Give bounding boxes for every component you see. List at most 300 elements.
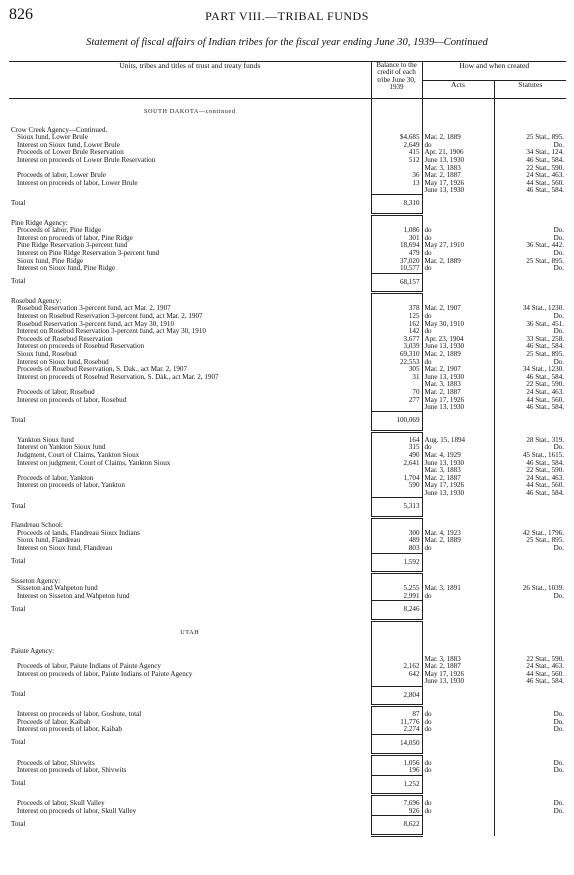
statutes-cell-text: 24 Stat., 463. xyxy=(526,172,565,180)
balance-cell xyxy=(371,643,422,656)
balance-cell-text: 926 xyxy=(408,807,420,815)
balance-cell xyxy=(371,760,422,768)
balance-cell-text: 2,162 xyxy=(403,663,420,671)
acts-cell xyxy=(422,620,494,643)
table-row xyxy=(9,482,566,490)
acts-cell-text: June 13, 1930 xyxy=(424,678,465,686)
fund-title-cell xyxy=(9,593,371,601)
page-number: 826 xyxy=(9,6,33,23)
table-row xyxy=(9,351,566,359)
fund-title-cell-text: Proceeds of labor, Kaibab xyxy=(17,718,91,726)
balance-cell-text: 2,641 xyxy=(403,459,420,467)
statutes-cell-text: 36 Stat., 442. xyxy=(526,242,565,250)
balance-cell xyxy=(371,467,422,475)
acts-cell xyxy=(422,711,494,719)
fund-title-cell-text: Interest on Sioux fund, Rosebud xyxy=(17,358,109,366)
statutes-cell-text: 46 Stat., 584. xyxy=(526,459,565,467)
balance-cell xyxy=(371,328,422,336)
statutes-cell xyxy=(494,273,566,293)
fund-title-cell-text: Proceeds of lands, Flandreau Sioux Indians xyxy=(17,529,140,537)
total-label-cell-text: Total xyxy=(11,198,26,207)
acts-cell-text: Mar. 2, 1889 xyxy=(424,257,461,265)
statutes-cell-text: 24 Stat., 463. xyxy=(526,474,565,482)
statutes-cell-text: 46 Stat., 584. xyxy=(526,156,565,164)
statutes-cell-text: Do. xyxy=(553,312,565,320)
statutes-cell-text: 26 Stat., 1039. xyxy=(522,585,565,593)
balance-cell-text: 1,086 xyxy=(403,227,420,235)
balance-cell-text: 8,310 xyxy=(403,199,420,208)
statutes-cell xyxy=(494,530,566,538)
statutes-cell xyxy=(494,734,566,754)
acts-cell xyxy=(422,265,494,273)
acts-cell xyxy=(422,122,494,135)
balance-cell-text: 8,622 xyxy=(403,820,420,829)
fund-title-cell-text: Interest on Rosebud Reservation 3-percent fund, act May 30, 1910 xyxy=(17,328,206,336)
fund-title-cell-text: Interest on Sioux fund, Flandreau xyxy=(17,544,113,552)
statutes-cell xyxy=(494,404,566,412)
fund-title-cell xyxy=(9,800,371,808)
acts-cell xyxy=(422,671,494,679)
table-row xyxy=(9,235,566,243)
balance-cell-text: 10,577 xyxy=(399,265,420,273)
fund-title-cell xyxy=(9,719,371,727)
acts-cell xyxy=(422,195,494,215)
statutes-cell xyxy=(494,643,566,656)
balance-cell xyxy=(371,321,422,329)
fund-title-cell xyxy=(9,165,371,173)
agency-heading-row xyxy=(9,293,566,306)
acts-cell xyxy=(422,537,494,545)
acts-cell xyxy=(422,734,494,754)
table-row xyxy=(9,187,566,195)
balance-cell xyxy=(371,460,422,468)
balance-cell xyxy=(371,258,422,266)
fund-title-cell-text: Judgment, Court of Claims, Yankton Sioux xyxy=(17,451,140,459)
table-row xyxy=(9,343,566,351)
balance-cell xyxy=(371,412,422,432)
balance-cell xyxy=(371,180,422,188)
statutes-cell-text: Do. xyxy=(553,544,565,552)
balance-cell xyxy=(371,537,422,545)
fund-title-cell-text: Proceeds of labor, Skull Valley xyxy=(17,800,105,808)
fund-title-cell xyxy=(9,475,371,483)
acts-cell xyxy=(422,180,494,188)
fund-title-cell-text: Interest on proceeds of labor, Rosebud xyxy=(17,396,127,404)
acts-cell xyxy=(422,404,494,412)
statutes-cell xyxy=(494,321,566,329)
statutes-cell xyxy=(494,195,566,215)
table-row xyxy=(9,656,566,664)
balance-cell xyxy=(371,475,422,483)
fund-title-cell xyxy=(9,374,371,382)
statutes-cell-text: 34 Stat., 124. xyxy=(526,149,565,157)
acts-cell xyxy=(422,800,494,808)
acts-cell xyxy=(422,460,494,468)
balance-cell-text: 162 xyxy=(408,320,420,328)
acts-cell-text: Mar. 2, 1887 xyxy=(424,474,461,482)
total-row xyxy=(9,686,566,706)
fund-title-cell-text: Proceeds of labor, Pine Ridge xyxy=(17,227,102,235)
acts-cell-text: Mar. 2, 1887 xyxy=(424,172,461,180)
table-row xyxy=(9,389,566,397)
balance-cell xyxy=(371,656,422,664)
fund-title-cell xyxy=(9,726,371,734)
acts-cell xyxy=(422,663,494,671)
fund-title-cell xyxy=(9,767,371,775)
acts-cell xyxy=(422,573,494,586)
total-label-cell-text: Total xyxy=(11,557,26,565)
section-title-cell xyxy=(9,620,371,643)
total-label-cell-text: Total xyxy=(11,690,26,699)
fund-title-cell-text: Interest on proceeds of labor, Paiute Indians of Paiute Agency xyxy=(17,670,193,678)
statutes-cell-text: Do. xyxy=(553,759,565,767)
statutes-cell-text: 28 Stat., 319. xyxy=(526,436,565,444)
agency-name-cell xyxy=(9,573,371,586)
table-row xyxy=(9,397,566,405)
statutes-cell-text: Do. xyxy=(553,726,565,734)
table-row xyxy=(9,305,566,313)
fund-title-cell xyxy=(9,313,371,321)
table-row xyxy=(9,490,566,498)
fund-title-cell-text: Proceeds of Rosebud Reservation xyxy=(17,335,113,343)
total-row xyxy=(9,273,566,293)
acts-cell xyxy=(422,172,494,180)
table-row xyxy=(9,180,566,188)
acts-cell-text: do xyxy=(424,249,432,257)
acts-cell xyxy=(422,452,494,460)
fund-title-cell xyxy=(9,366,371,374)
table-row xyxy=(9,808,566,816)
acts-cell xyxy=(422,215,494,228)
state-section-row xyxy=(9,620,566,643)
acts-cell xyxy=(422,165,494,173)
balance-cell xyxy=(371,620,422,643)
acts-cell-text: do xyxy=(424,328,432,336)
balance-cell xyxy=(371,227,422,235)
fund-title-cell-text: Interest on proceeds of labor, Goshute, total xyxy=(17,711,142,719)
total-row xyxy=(9,412,566,432)
acts-cell xyxy=(422,585,494,593)
total-label-cell xyxy=(9,601,371,621)
acts-cell xyxy=(422,719,494,727)
acts-cell xyxy=(422,760,494,768)
fund-title-cell-text: Sioux fund, Pine Ridge xyxy=(17,257,84,265)
agency-name-cell-text: Crow Creek Agency—Continued. xyxy=(11,125,108,134)
statutes-cell-text: Do. xyxy=(553,265,565,273)
statutes-cell xyxy=(494,573,566,586)
fund-title-cell-text: Proceeds of labor, Yankton xyxy=(17,474,94,482)
acts-cell xyxy=(422,374,494,382)
statutes-cell-text: 45 Stat., 1615. xyxy=(522,451,565,459)
statutes-cell-text: 22 Stat., 590. xyxy=(526,655,565,663)
statutes-cell-text: Do. xyxy=(553,227,565,235)
acts-cell xyxy=(422,686,494,706)
acts-cell-text: Mar. 2, 1889 xyxy=(424,350,461,358)
statutes-cell xyxy=(494,663,566,671)
statutes-cell xyxy=(494,313,566,321)
statutes-cell xyxy=(494,397,566,405)
acts-cell-text: Mar. 3, 1891 xyxy=(424,585,461,593)
total-row xyxy=(9,553,566,573)
statutes-cell xyxy=(494,656,566,664)
acts-cell-text: Mar. 2, 1889 xyxy=(424,537,461,545)
acts-cell-text: do xyxy=(424,592,432,600)
fund-title-cell xyxy=(9,808,371,816)
table-row xyxy=(9,142,566,150)
acts-cell-text: do xyxy=(424,444,432,452)
fund-title-cell xyxy=(9,187,371,195)
table-row xyxy=(9,336,566,344)
balance-cell xyxy=(371,165,422,173)
fund-title-cell-text: Proceeds of labor, Paiute Indians of Paiute Agency xyxy=(17,663,161,671)
statutes-cell-text: 44 Stat., 560. xyxy=(526,670,565,678)
statutes-cell-text: 25 Stat., 895. xyxy=(526,134,565,142)
balance-cell-text: 196 xyxy=(408,767,420,775)
balance-cell-text: 70 xyxy=(412,388,420,396)
fund-title-cell xyxy=(9,389,371,397)
balance-cell-text: 277 xyxy=(408,396,420,404)
fund-title-cell-text: Interest on proceeds of Rosebud Reservation, S. Dak., act Mar. 2, 1907 xyxy=(17,373,219,381)
balance-cell-text: 315 xyxy=(408,444,420,452)
agency-heading-row xyxy=(9,517,566,530)
fund-title-cell xyxy=(9,490,371,498)
fund-title-cell xyxy=(9,157,371,165)
balance-cell-text: 2,991 xyxy=(403,592,420,600)
statutes-cell-text: 22 Stat., 590. xyxy=(526,381,565,389)
acts-cell xyxy=(422,227,494,235)
column-header-description: Units, tribes and titles of trust and treaty funds xyxy=(9,62,371,99)
acts-cell xyxy=(422,242,494,250)
fund-title-cell xyxy=(9,180,371,188)
acts-cell xyxy=(422,726,494,734)
fund-title-cell xyxy=(9,172,371,180)
acts-cell xyxy=(422,808,494,816)
acts-cell-text: do xyxy=(424,800,432,808)
fund-title-cell xyxy=(9,711,371,719)
balance-cell-text: 5,313 xyxy=(403,502,420,511)
balance-cell-text: 8,246 xyxy=(403,605,420,614)
acts-cell xyxy=(422,678,494,686)
acts-cell xyxy=(422,490,494,498)
fund-title-cell-text: Interest on Pine Ridge Reservation 3-percent fund xyxy=(17,249,160,257)
acts-cell xyxy=(422,336,494,344)
balance-cell xyxy=(371,585,422,593)
statutes-cell-text: Do. xyxy=(553,767,565,775)
balance-cell-text: 1,592 xyxy=(403,557,420,566)
statutes-cell xyxy=(494,149,566,157)
balance-cell xyxy=(371,404,422,412)
total-label-cell-text: Total xyxy=(11,277,26,286)
acts-cell-text: June 13, 1930 xyxy=(424,404,465,412)
balance-cell-text: 14,050 xyxy=(399,738,420,747)
statutes-cell-text: 34 Stat., 1230. xyxy=(522,305,565,313)
acts-cell xyxy=(422,412,494,432)
statutes-cell xyxy=(494,142,566,150)
balance-cell-text: 2,274 xyxy=(403,726,420,734)
balance-cell-text: 3,677 xyxy=(403,335,420,343)
balance-cell-text: 1,056 xyxy=(403,759,420,767)
table-row xyxy=(9,258,566,266)
table-row xyxy=(9,760,566,768)
balance-cell-text: 1,704 xyxy=(403,474,420,482)
statutes-cell xyxy=(494,359,566,367)
table-row xyxy=(9,671,566,679)
statutes-cell xyxy=(494,585,566,593)
statutes-cell xyxy=(494,553,566,573)
total-label-cell xyxy=(9,775,371,795)
fund-title-cell-text: Interest on proceeds of labor, Skull Valley xyxy=(17,807,137,815)
acts-cell-text: do xyxy=(424,767,432,775)
balance-header-text: Balance to the credit of each tribe June 30, 1939 xyxy=(376,61,417,92)
acts-cell-text: Apr. 23, 1904 xyxy=(424,335,464,343)
table-row xyxy=(9,678,566,686)
statutes-cell xyxy=(494,227,566,235)
balance-cell xyxy=(371,389,422,397)
balance-cell xyxy=(371,195,422,215)
statutes-cell xyxy=(494,134,566,142)
fund-title-cell xyxy=(9,585,371,593)
total-label-cell-text: Total xyxy=(11,819,26,828)
balance-cell xyxy=(371,734,422,754)
acts-cell-text: May 17, 1926 xyxy=(424,179,465,187)
balance-cell xyxy=(371,250,422,258)
balance-cell-text: 590 xyxy=(408,482,420,490)
statutes-cell xyxy=(494,686,566,706)
statutes-cell xyxy=(494,265,566,273)
fund-title-cell xyxy=(9,265,371,273)
agency-name-cell xyxy=(9,517,371,530)
total-label-cell xyxy=(9,734,371,754)
acts-cell xyxy=(422,273,494,293)
statutes-cell xyxy=(494,775,566,795)
total-label-cell-text: Total xyxy=(11,501,26,510)
fund-title-cell xyxy=(9,149,371,157)
statutes-cell-text: 24 Stat., 463. xyxy=(526,663,565,671)
balance-cell-text: 5,255 xyxy=(403,585,420,593)
fund-title-cell xyxy=(9,134,371,142)
fund-title-cell xyxy=(9,537,371,545)
statutes-cell xyxy=(494,437,566,445)
agency-heading-row xyxy=(9,643,566,656)
statutes-cell xyxy=(494,250,566,258)
balance-cell xyxy=(371,122,422,135)
acts-cell xyxy=(422,397,494,405)
total-label-cell xyxy=(9,816,371,836)
fund-title-cell xyxy=(9,663,371,671)
table-row xyxy=(9,767,566,775)
statutes-cell-text: Do. xyxy=(553,807,565,815)
statutes-cell-text: 44 Stat., 560. xyxy=(526,482,565,490)
fund-title-cell-text: Interest on proceeds of labor, Yankton xyxy=(17,482,125,490)
acts-cell-text: May 17, 1926 xyxy=(424,482,465,490)
statutes-cell-text: 46 Stat., 584. xyxy=(526,678,565,686)
table-row xyxy=(9,134,566,142)
fund-title-cell-text: Proceeds of Rosebud Reservation, S. Dak., act Mar. 2, 1907 xyxy=(17,366,188,374)
section-title-cell xyxy=(9,99,371,122)
balance-cell xyxy=(371,816,422,836)
table-row xyxy=(9,404,566,412)
statutes-cell xyxy=(494,328,566,336)
acts-cell xyxy=(422,553,494,573)
balance-cell xyxy=(371,351,422,359)
acts-cell-text: do xyxy=(424,726,432,734)
balance-cell xyxy=(371,775,422,795)
balance-cell xyxy=(371,149,422,157)
fund-title-cell-text: Interest on proceeds of labor, Lower Brule xyxy=(17,179,138,187)
balance-cell-text: 31 xyxy=(412,373,420,381)
balance-cell xyxy=(371,273,422,293)
statutes-cell xyxy=(494,389,566,397)
statutes-cell xyxy=(494,99,566,122)
fund-title-cell xyxy=(9,258,371,266)
fund-title-cell xyxy=(9,328,371,336)
acts-cell-text: May 17, 1926 xyxy=(424,396,465,404)
balance-cell xyxy=(371,663,422,671)
balance-cell xyxy=(371,808,422,816)
balance-cell xyxy=(371,157,422,165)
balance-cell xyxy=(371,482,422,490)
acts-cell xyxy=(422,250,494,258)
balance-cell xyxy=(371,490,422,498)
fund-title-cell xyxy=(9,467,371,475)
agency-heading-row xyxy=(9,573,566,586)
balance-cell-text: 3,039 xyxy=(403,343,420,351)
acts-cell xyxy=(422,593,494,601)
acts-cell xyxy=(422,366,494,374)
acts-cell xyxy=(422,313,494,321)
statutes-cell xyxy=(494,816,566,836)
table-row xyxy=(9,800,566,808)
balance-cell xyxy=(371,719,422,727)
table-row xyxy=(9,381,566,389)
statutes-cell xyxy=(494,215,566,228)
balance-cell xyxy=(371,142,422,150)
table-row xyxy=(9,172,566,180)
acts-cell xyxy=(422,656,494,664)
statutes-cell xyxy=(494,719,566,727)
balance-cell-text: 164 xyxy=(408,436,420,444)
balance-cell xyxy=(371,172,422,180)
balance-cell xyxy=(371,437,422,445)
fund-title-cell-text: Interest on Sisseton and Wahpeton fund xyxy=(17,592,130,600)
balance-cell-text: 803 xyxy=(408,544,420,552)
total-label-cell xyxy=(9,412,371,432)
balance-cell-text: 300 xyxy=(408,529,420,537)
fund-title-cell xyxy=(9,381,371,389)
acts-cell-text: do xyxy=(424,544,432,552)
acts-cell-text: Mar. 2, 1889 xyxy=(424,134,461,142)
acts-cell xyxy=(422,475,494,483)
fund-title-cell xyxy=(9,227,371,235)
statutes-cell xyxy=(494,678,566,686)
statutes-cell xyxy=(494,620,566,643)
acts-cell xyxy=(422,258,494,266)
balance-cell xyxy=(371,313,422,321)
fund-title-cell xyxy=(9,452,371,460)
total-label-cell xyxy=(9,195,371,215)
balance-cell xyxy=(371,517,422,530)
statutes-cell-text: Do. xyxy=(553,249,565,257)
acts-cell-text: Mar. 2, 1907 xyxy=(424,305,461,313)
balance-cell-text: 301 xyxy=(408,234,420,242)
balance-cell xyxy=(371,374,422,382)
acts-cell xyxy=(422,601,494,621)
balance-cell xyxy=(371,242,422,250)
statutes-cell-text: 24 Stat., 463. xyxy=(526,388,565,396)
total-label-cell xyxy=(9,553,371,573)
statutes-cell xyxy=(494,767,566,775)
statutes-cell xyxy=(494,305,566,313)
